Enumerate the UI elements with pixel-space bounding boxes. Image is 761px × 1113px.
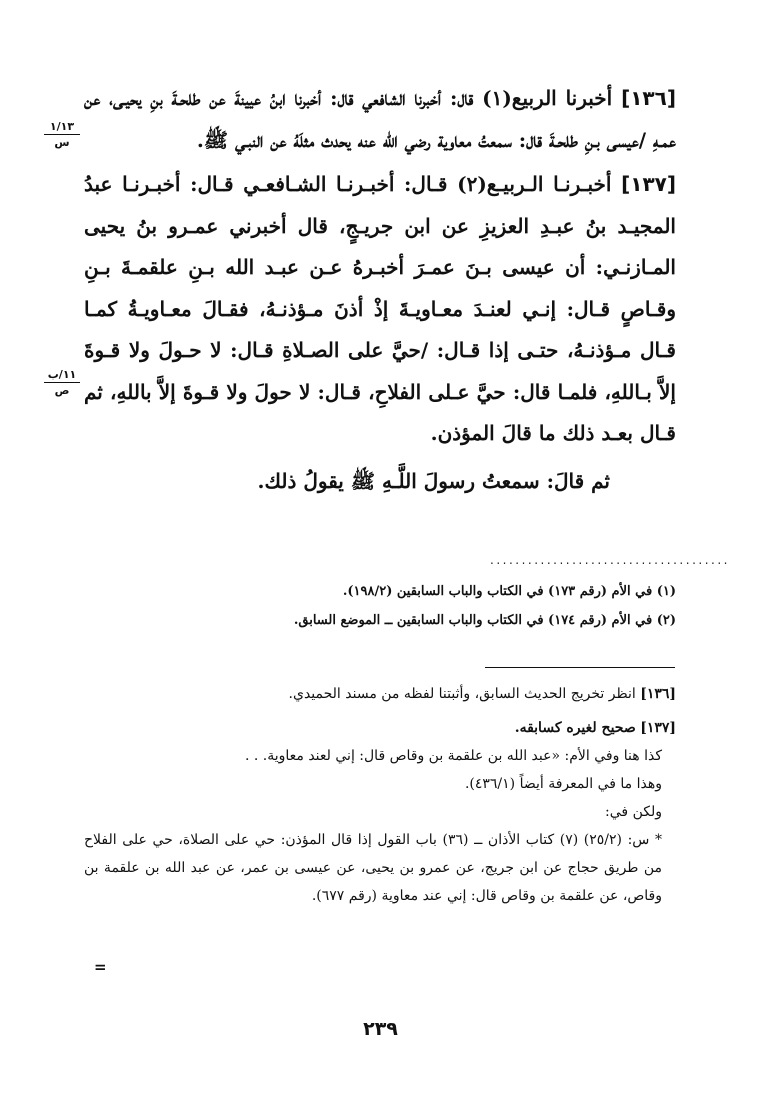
margin-ref-1-folio: ١/١٣ [44, 120, 80, 135]
hadith-137-number: [١٣٧] [621, 172, 676, 196]
commentary-136-number: [١٣٦] [640, 686, 676, 702]
margin-ref-2-folio: ١١/ب [44, 368, 80, 383]
commentary-line-3: ولكن في: [605, 804, 662, 820]
commentary-divider [485, 667, 675, 668]
commentary-line-4: * س: (٢٥/٢) (٧) كتاب الأذان ــ (٣٦) باب القول إذا قال المؤذن: حي على الصلاة، حي على الفلاح من طريق حجاج عن ابن جريج، عن عمرو بن يحيى، عن عيسى بن عمر، عن عبد الله بن علقمة بن وقاص، عن علقمة بن وقاص قال: إني عند معاوية (رقم ٦٧٧). [84, 832, 662, 904]
footnotes [84, 577, 676, 635]
commentary-137-number: [١٣٧] [640, 720, 676, 736]
margin-ref-1 [44, 120, 80, 149]
hadith-136-number: [١٣٦] [621, 86, 676, 110]
margin-ref-2 [44, 368, 80, 397]
margin-ref-1-siglum: س [54, 136, 70, 149]
commentary-136 [84, 680, 676, 708]
hadith-137-text: أخبـرنـا الـربيـع(٢) قـال: أخبـرنـا الشـافعـي قـال: أخبـرنـا عبدُ المجيـد بنُ عبـدِ العزيزِ عن ابن جريـجٍ، قال أخبرني عمـرو بنُ يحيى المـازنـي: أن عيسى بـنَ عمـرَ أخبـرهُ عـن عبـد الله بـنِ علقمـةَ بـنِ وقـاصٍ قـال: إنـي لعنـدَ معـاويـةَ إذْ أذنَ مـؤذنـهُ، فقـالَ معـاويـةُ كمـا قـال مـؤذنـهُ، حتـى إذا قـال: /حيَّ على الصـلاةِ قـال: لا حـولَ ولا قـوةَ إلاَّ بـاللهِ، فلمـا قال: حيَّ عـلى الفلاحِ، قـال: لا حولَ ولا قـوةَ إلاَّ باللهِ، ثم قـال بعـد ذلك ما قالَ المؤذن. [84, 172, 676, 445]
commentary-line-2: وهذا ما في المعرفة أيضاً (٤٣٦/١). [464, 776, 662, 792]
page-number: ٢٣٩ [363, 1018, 398, 1040]
commentary-137-heading: صحيح لغيره كسابقه. [514, 720, 636, 736]
commentary-137 [84, 714, 676, 742]
continuation-mark: = [94, 958, 107, 976]
footnote-2: (٢) في الأم (رقم ١٧٤) في الكتاب والباب السابقين ــ الموضع السابق. [293, 613, 676, 628]
main-text [84, 78, 676, 502]
hadith-136-text: أخبرنا الربيع(١) قال: أخبرنا الشافعي قال: أخبرنا ابنُ عيينةَ عن طلحـةَ بنِ يحيـى، عن عمـهِ /عيسى بـنِ طلحـةَ قال: سمعتُ معاوية رضي الله عنه يحدث مثلَهُ عن النبـي ﷺ. [84, 86, 676, 152]
dotted-separator: ...................................... [490, 553, 730, 567]
hadith-137-closing: ثم قالَ: سمعتُ رسولَ اللَّـهِ ﷺ يقولُ ذلك. [257, 468, 610, 493]
margin-ref-2-siglum: ص [54, 384, 70, 397]
hadith-137 [84, 164, 676, 455]
commentary [84, 680, 676, 910]
commentary-136-text: انظر تخريج الحديث السابق، وأثبتنا لفظه من مسند الحميدي. [288, 686, 636, 702]
hadith-136 [84, 78, 676, 161]
footnote-1: (١) في الأم (رقم ١٧٣) في الكتاب والباب السابقين (١٩٨/٢). [342, 584, 676, 599]
commentary-line-1: كذا هنا وفي الأم: «عبد الله بن علقمة بن وقاص قال: إني لعند معاوية. . . [244, 748, 662, 764]
